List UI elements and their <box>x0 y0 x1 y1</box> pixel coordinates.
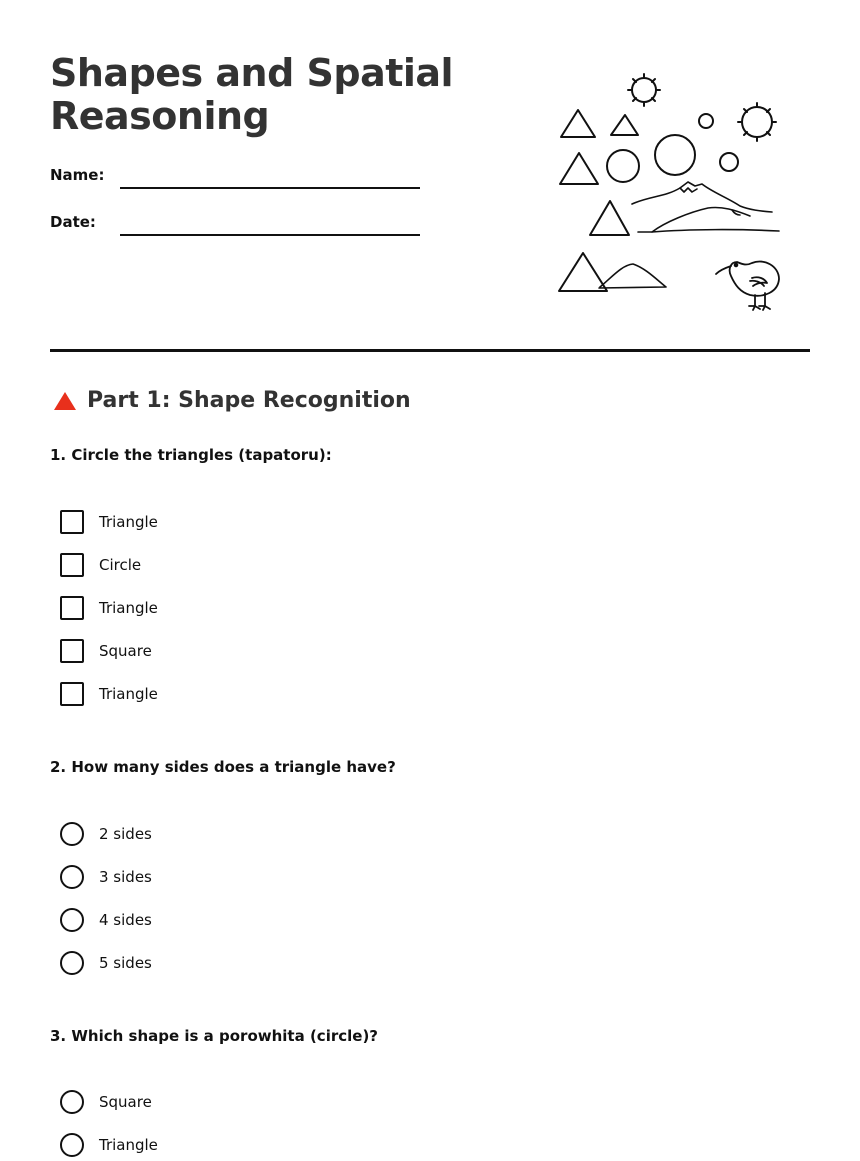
q1-option-3[interactable] <box>60 595 158 621</box>
radio-button[interactable] <box>60 1133 84 1157</box>
mountain-icon <box>599 264 666 288</box>
radio-button[interactable] <box>60 865 84 889</box>
header-divider <box>50 349 810 352</box>
checkbox[interactable] <box>60 639 84 663</box>
question-1: 1. Circle the triangles (tapatoru): <box>50 446 332 464</box>
question-2: 2. How many sides does a triangle have? <box>50 758 396 776</box>
option-label: Circle <box>99 556 142 574</box>
question-3: 3. Which shape is a porowhita (circle)? <box>50 1027 379 1045</box>
q3-option-1[interactable] <box>60 1089 152 1115</box>
radio-button[interactable] <box>60 908 84 932</box>
part1-heading <box>53 388 411 413</box>
q1-option-2[interactable] <box>60 552 141 578</box>
warning-triangle-icon <box>53 390 77 412</box>
name-label: Name: <box>50 166 105 184</box>
option-label: 4 sides <box>99 911 152 929</box>
option-label: Triangle <box>99 513 158 531</box>
q2-option-1[interactable] <box>60 821 152 847</box>
radio-button[interactable] <box>60 1090 84 1114</box>
checkbox[interactable] <box>60 596 84 620</box>
triangle-icon <box>590 201 629 235</box>
option-label: 2 sides <box>99 825 152 843</box>
checkbox[interactable] <box>60 682 84 706</box>
circle-icon <box>699 114 713 128</box>
option-label: Triangle <box>99 685 158 703</box>
q2-option-3[interactable] <box>60 907 152 933</box>
shapes-illustration <box>548 70 788 320</box>
radio-button[interactable] <box>60 822 84 846</box>
triangle-icon <box>561 110 595 137</box>
triangle-icon <box>611 115 638 135</box>
option-label: Triangle <box>99 599 158 617</box>
triangle-icon <box>560 153 598 184</box>
worksheet-title: Shapes and Spatial Reasoning <box>50 51 454 138</box>
q1-option-4[interactable] <box>60 638 152 664</box>
q1-option-1[interactable] <box>60 509 158 535</box>
option-label: 3 sides <box>99 868 152 886</box>
sun-icon <box>738 103 776 141</box>
sun-icon <box>628 74 660 106</box>
option-label: Triangle <box>99 1136 158 1154</box>
option-label: Square <box>99 1093 152 1111</box>
circle-icon <box>720 153 738 171</box>
kiwi-bird-icon <box>716 261 779 310</box>
name-field[interactable] <box>120 187 420 189</box>
date-label: Date: <box>50 213 96 231</box>
q2-option-4[interactable] <box>60 950 152 976</box>
triangle-icon <box>559 253 607 291</box>
q2-option-2[interactable] <box>60 864 152 890</box>
q1-option-5[interactable] <box>60 681 158 707</box>
checkbox[interactable] <box>60 553 84 577</box>
option-label: 5 sides <box>99 954 152 972</box>
circle-icon <box>607 150 639 182</box>
checkbox[interactable] <box>60 510 84 534</box>
radio-button[interactable] <box>60 951 84 975</box>
mountain-icon <box>632 182 779 232</box>
option-label: Square <box>99 642 152 660</box>
date-field[interactable] <box>120 234 420 236</box>
q3-option-2[interactable] <box>60 1132 158 1158</box>
circle-icon <box>655 135 695 175</box>
part1-title: Part 1: Shape Recognition <box>87 388 411 413</box>
